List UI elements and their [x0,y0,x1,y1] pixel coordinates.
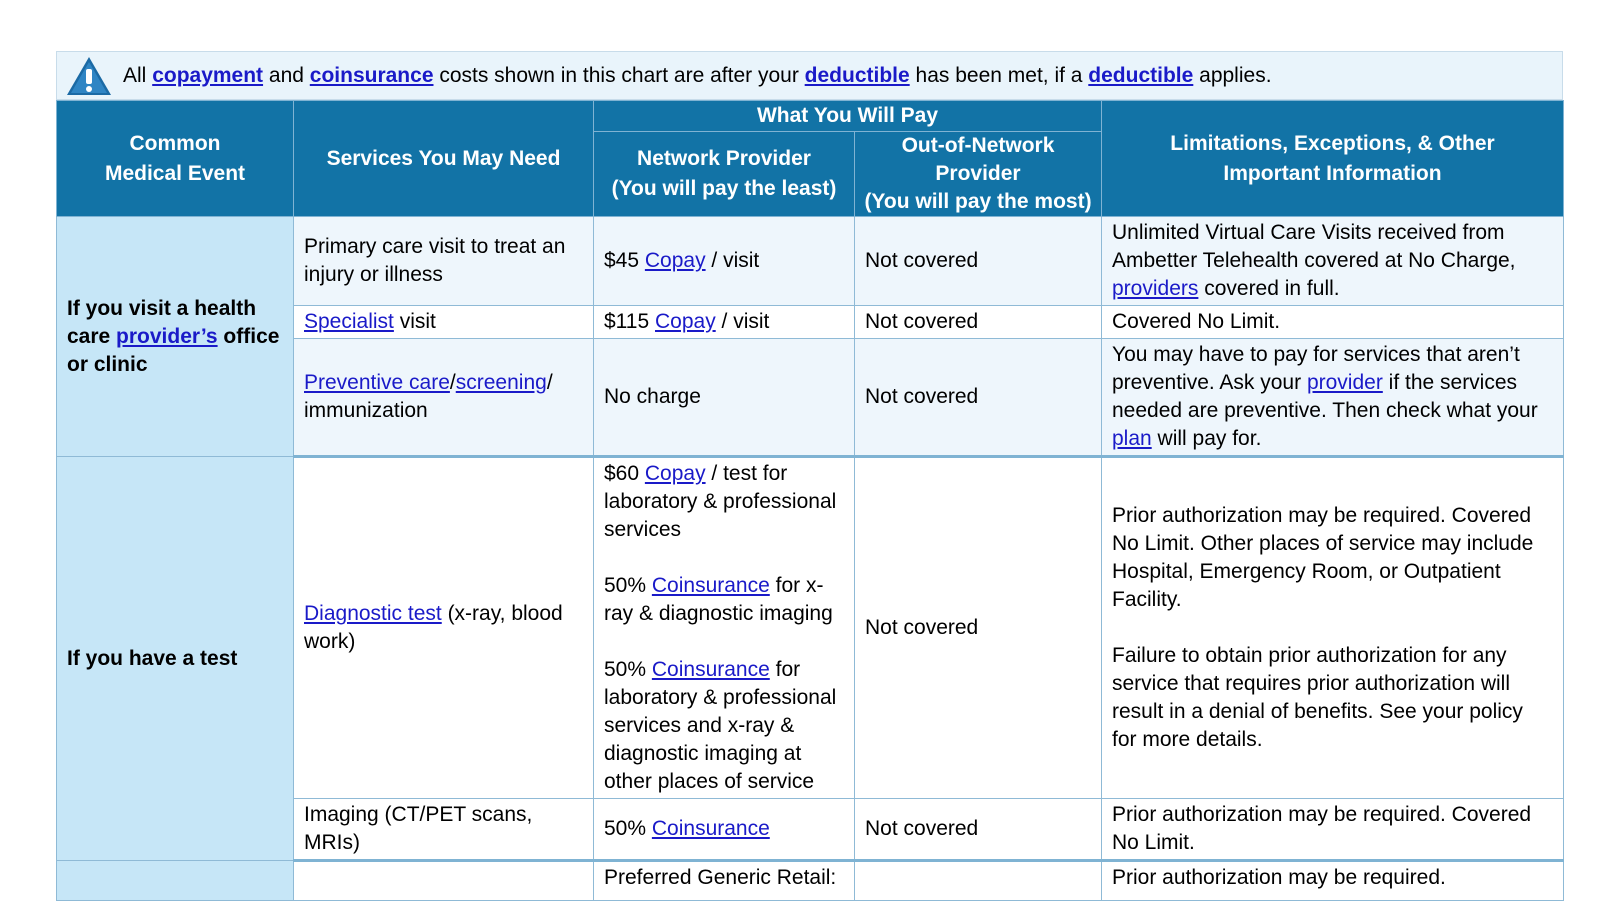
provider-link[interactable]: provider [1306,371,1383,394]
out-of-network-cost: Not covered [855,306,1102,339]
limitations-text: Prior authorization may be required. Covered No Limit. [1102,799,1564,861]
event-cell [57,861,294,901]
coinsurance-link[interactable]: Coinsurance [651,817,770,840]
copay-link[interactable]: Copay [644,249,706,272]
coinsurance-link[interactable]: Coinsurance [651,658,770,681]
network-cost: Preferred Generic Retail: [594,861,855,901]
out-of-network-cost: Not covered [855,457,1102,799]
header-common-medical-event: Common Medical Event [57,101,294,217]
service-preventive-care: Preventive care/screening/ immunization [294,339,594,457]
screening-link[interactable]: screening [455,371,547,394]
service-specialist: Specialist visit [294,306,594,339]
service-cell [294,861,594,901]
deductible-link[interactable]: deductible [1088,63,1194,87]
limitations-text: Covered No Limit. [1102,306,1564,339]
coinsurance-link[interactable]: coinsurance [309,63,434,87]
deductible-link[interactable]: deductible [804,63,910,87]
limitations-text: Unlimited Virtual Care Visits received from Ambetter Telehealth covered at No Charge, providers covered in full. [1102,217,1564,306]
diagnostic-test-link[interactable]: Diagnostic test [304,602,442,625]
deductible-notice [56,51,1563,100]
limitations-text: Prior authorization may be required. Covered No Limit. Other places of service may include Hospital, Emergency Room, or Outpatient Facility. Failure to obtain prior authorization for any service that requires prior authorization will result in a denial of benefits. See your policy for more details. [1102,457,1564,799]
event-office-visit: If you visit a health care provider’s office or clinic [57,217,294,457]
coinsurance-link[interactable]: Coinsurance [651,574,770,597]
plan-link[interactable]: plan [1112,427,1152,450]
network-cost: $115 Copay / visit [594,306,855,339]
limitations-text: Prior authorization may be required. [1102,861,1564,901]
service-primary-care: Primary care visit to treat an injury or illness [294,217,594,306]
table-row [57,861,1564,901]
out-of-network-cost: Not covered [855,339,1102,457]
out-of-network-cost: Not covered [855,799,1102,861]
limitations-text: You may have to pay for services that aren’t preventive. Ask your provider if the services needed are preventive. Then check what your plan will pay for. [1102,339,1564,457]
header-out-of-network: Out-of-Network Provider (You will pay the most) [855,132,1102,217]
specialist-link[interactable]: Specialist [304,310,394,333]
preventive-care-link[interactable]: Preventive care [304,371,450,394]
out-of-network-cost [855,861,1102,901]
table-row [57,457,1564,799]
copay-link[interactable]: Copay [655,310,716,333]
copay-link[interactable]: Copay [644,462,706,485]
out-of-network-cost: Not covered [855,217,1102,306]
benefits-table [56,100,1564,901]
header-limitations: Limitations, Exceptions, & Other Important Information [1102,101,1564,217]
providers-link[interactable]: providers [1112,277,1199,300]
header-services: Services You May Need [294,101,594,217]
event-have-a-test: If you have a test [57,457,294,861]
header-what-you-pay: What You Will Pay [594,101,1102,132]
sbc-coverage-chart [56,51,1563,901]
provider-link[interactable]: provider’s [116,324,218,348]
network-cost: 50% Coinsurance [594,799,855,861]
network-cost: No charge [594,339,855,457]
warning-icon [65,53,117,99]
notice-text: All copayment and coinsurance costs shown in this chart are after your deductible has been met, if a deductible applies. [123,63,1272,87]
network-cost: $45 Copay / visit [594,217,855,306]
service-imaging: Imaging (CT/PET scans, MRIs) [294,799,594,861]
service-diagnostic-test: Diagnostic test (x-ray, blood work) [294,457,594,799]
header-network-provider: Network Provider (You will pay the least) [594,132,855,217]
copayment-link[interactable]: copayment [152,63,264,87]
table-row [57,217,1564,306]
network-cost: $60 Copay / test for laboratory & professional services 50% Coinsurance for x-ray & diagnostic imaging 50% Coinsurance for laboratory & professional services and x-ray & diagnostic imaging at other places of service [594,457,855,799]
